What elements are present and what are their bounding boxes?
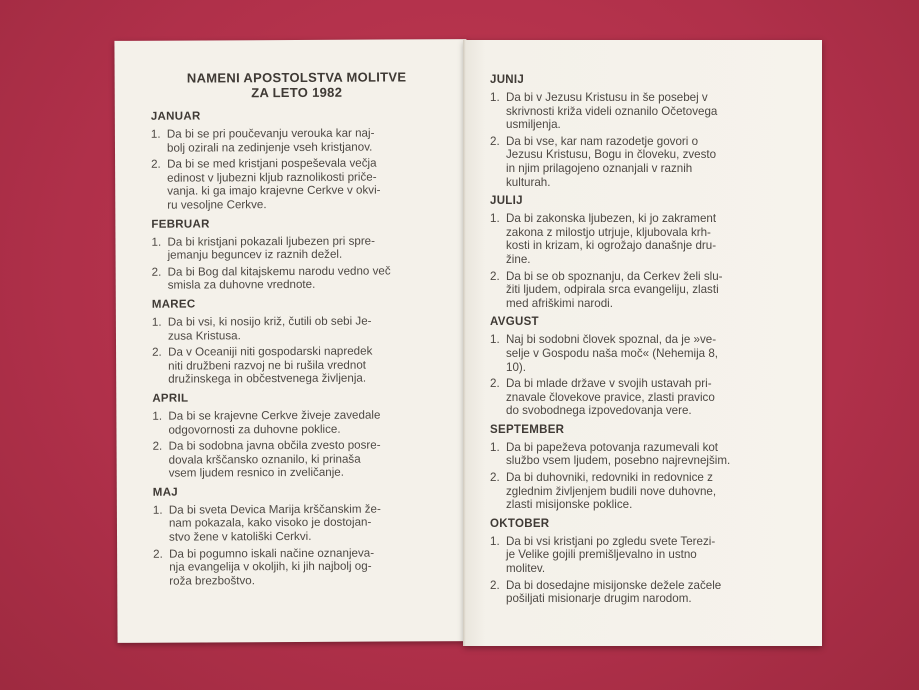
item-number: 1. xyxy=(152,503,163,517)
month-section xyxy=(490,518,796,606)
intention-item xyxy=(490,333,796,374)
month-heading: JULIJ xyxy=(490,195,523,208)
item-text: Da v Oceaniji niti gospodarski napredek niti družbeni razvoj ne bi rušila vrednot družinskega in občestvenega življenja. xyxy=(168,344,373,386)
item-number: 1. xyxy=(490,534,500,548)
intention-item xyxy=(490,212,796,266)
month-heading: MAREC xyxy=(151,298,196,311)
month-section xyxy=(490,74,796,189)
item-text: Da bi Bog dal kitajskemu narodu vedno več smisla za duhovne vrednote. xyxy=(167,264,391,292)
item-number: 2. xyxy=(153,547,163,561)
item-text: Da bi pogumno iskali načine oznanjeva- nja evangelija v okoljih, ki jih najbolj og- roža brezboštvo. xyxy=(169,546,375,588)
month-section xyxy=(151,217,443,293)
month-section xyxy=(152,297,444,386)
month-section xyxy=(490,316,796,418)
item-number: 1. xyxy=(151,235,162,249)
left-month-list xyxy=(151,109,445,588)
item-text: Da bi dosedajne misijonske dežele začele pošiljati misionarje drugim narodom. xyxy=(506,578,722,606)
item-text: Da bi vse, kar nam razodetje govori o Jezusu Kristusu, Bogu in človeku, zvesto in njim prilagojeno oznanjali v raznih kulturah. xyxy=(506,134,717,189)
month-section xyxy=(153,485,446,588)
item-number: 2. xyxy=(151,157,161,171)
intention-item xyxy=(153,502,445,544)
item-text: Da bi v Jezusu Kristusu in še posebej v skrivnosti križa videli oznanilo Očetovega usmiljenja. xyxy=(506,91,718,132)
item-number: 1. xyxy=(490,333,500,347)
intention-item xyxy=(152,344,444,386)
month-heading: AVGUST xyxy=(490,316,539,329)
item-text: Da bi zakonska ljubezen, ki jo zakrament zakona z milostjo utrjuje, kljubovala krh- kosti in krizam, ki ogrožajo današnje dru- žine. xyxy=(506,212,717,266)
page-fold xyxy=(463,40,466,646)
month-heading: FEBRUAR xyxy=(151,217,210,231)
month-heading: SEPTEMBER xyxy=(490,423,565,436)
title-line-2: ZA LETO 1982 xyxy=(251,84,343,101)
item-text: Da bi sodobna javna občila zvesto posre- dovala krščansko oznanilo, ki prinaša vsem ljudem resnico in zveličanje. xyxy=(168,438,381,480)
intention-item xyxy=(490,91,796,132)
month-section xyxy=(490,424,796,512)
item-number: 2. xyxy=(152,345,162,359)
item-text: Da bi papeževa potovanja razumevali kot službo vsem ljudem, posebno najrevnejšim. xyxy=(506,440,731,468)
item-text: Da bi duhovniki, redovniki in redovnice z zglednim življenjem budili nove duhovne, zlasti misijonske poklice. xyxy=(506,471,717,512)
item-text: Da bi se pri poučevanju verouka kar naj- bolj ozirali na zedinjenje vseh kristjanov. xyxy=(166,126,375,155)
month-section xyxy=(152,391,444,480)
intention-item xyxy=(151,156,443,212)
item-text: Da bi se med kristjani pospeševala večja edinost v ljubezni kljub raznolikosti priče- vanja. ki ga imajo krajevne Cerkve v okvi- ru vesoljne Cerkve. xyxy=(167,156,381,212)
month-heading: APRIL xyxy=(152,392,189,405)
item-number: 2. xyxy=(490,134,500,148)
month-heading: OKTOBER xyxy=(490,517,550,530)
item-number: 1. xyxy=(490,440,500,454)
intention-item xyxy=(152,264,444,293)
item-text: Naj bi sodobni človek spoznal, da je »ve- selje v Gospodu naša moč« (Nehemija 8, 10). xyxy=(506,333,719,374)
intention-item xyxy=(490,535,796,576)
item-text: Da bi vsi, ki nosijo križ, čutili ob sebi Je- zusa Kristusa. xyxy=(167,314,372,343)
title-line-1: NAMENI APOSTOLSTVA MOLITVE xyxy=(186,69,407,86)
item-number: 2. xyxy=(490,578,500,592)
item-number: 1. xyxy=(150,127,161,141)
item-text: Da bi se ob spoznanju, da Cerkev želi slu- žiti ljudem, odpirala srca evangeliju, zlasti med afriškimi narodi. xyxy=(506,269,723,310)
item-number: 1. xyxy=(152,409,163,423)
intention-item xyxy=(490,270,796,311)
intention-item xyxy=(151,126,443,155)
item-number: 2. xyxy=(152,439,163,453)
item-text: Da bi mlade države v svojih ustavah pri- znavale človekove pravice, zlasti pravico do svobodnega izpovedovanja vere. xyxy=(506,377,715,418)
item-number: 1. xyxy=(490,91,500,104)
document-title xyxy=(151,69,443,101)
item-text: Da bi sveta Devica Marija krščanskim že- nam pokazala, kako visoko je dostojan- stvo žene v katoliški Cerkvi. xyxy=(168,502,381,544)
month-heading: JANUAR xyxy=(150,110,201,123)
item-text: Da bi kristjani pokazali ljubezen pri spre- jemanju beguncev iz raznih dežel. xyxy=(167,234,376,262)
intention-item xyxy=(490,135,796,189)
month-heading: MAJ xyxy=(152,486,179,499)
intention-item xyxy=(151,234,443,263)
left-page xyxy=(114,39,469,643)
item-number: 2. xyxy=(490,269,500,283)
item-text: Da bi vsi kristjani po zgledu svete Terezi- je Velike gojili premišljevalno in ustno molitev. xyxy=(506,534,716,576)
item-text: Da bi se krajevne Cerkve živeje zavedale odgovornosti za duhovne poklice. xyxy=(168,408,381,437)
item-number: 1. xyxy=(151,315,162,329)
intention-item xyxy=(152,408,444,437)
month-section xyxy=(490,195,796,310)
intention-item xyxy=(152,314,444,343)
intention-item xyxy=(490,471,796,512)
item-number: 1. xyxy=(490,212,500,226)
month-heading: JUNIJ xyxy=(490,74,525,86)
month-section xyxy=(151,109,444,212)
intention-item xyxy=(153,438,445,480)
right-month-list xyxy=(490,74,796,606)
intention-item xyxy=(153,546,445,588)
intention-item xyxy=(490,579,796,606)
item-number: 2. xyxy=(490,471,500,485)
intention-item xyxy=(490,377,796,418)
item-number: 2. xyxy=(151,265,162,279)
intention-item xyxy=(490,441,796,468)
item-number: 2. xyxy=(490,377,500,391)
right-page xyxy=(464,40,822,646)
